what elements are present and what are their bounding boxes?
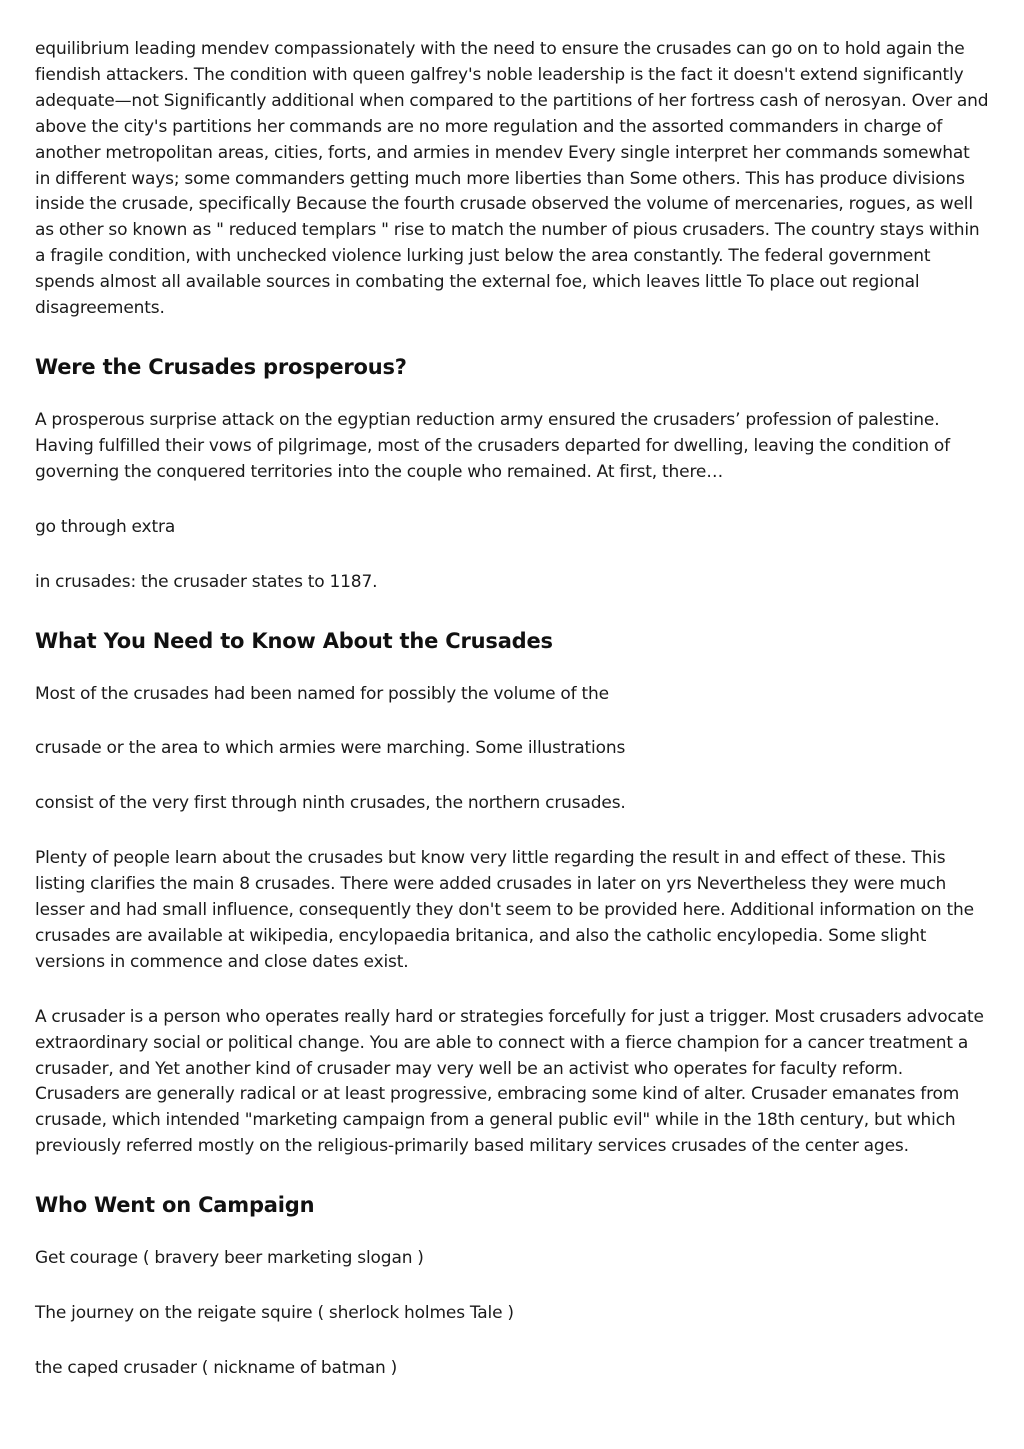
section-paragraph: Get courage ( bravery beer marketing slogan ) [35, 1248, 424, 1269]
section-paragraph: Plenty of people learn about the crusades but know very little regarding the result in and effect of these. This listing clarifies the main 8 crusades. There were added crusades in later on yrs Nevertheless they were much lesser and had small influence, consequently they don't seem to be provided here. Additional information on the crusades are available at wikipedia, encylopaedia britanica, and also the catholic encylopedia. Some slight versions in commence and close dates exist. [35, 848, 974, 972]
section-paragraph: in crusades: the crusader states to 1187. [35, 571, 378, 592]
section-heading: Were the Crusades prosperous? [35, 354, 407, 379]
section-paragraph: crusade or the area to which armies were marching. Some illustrations [35, 738, 626, 759]
section-paragraph: go through extra [35, 516, 176, 537]
intro-paragraph: equilibrium leading mendev compassionately with the need to ensure the crusades can go on to hold again the fiendish attackers. The condition with queen galfrey's noble leadership is the fact it doesn't extend significantly adequate—not Significantly additional when compared to the partitions of her fortress cash of nerosyan. Over and above the city's partitions her commands are no more regulation and the assorted commanders in charge of another metropolitan areas, cities, forts, and armies in mendev Every single interpret her commands somewhat in different ways; some commanders getting much more liberties than Some others. This has produce divisions inside the crusade, specifically Because the fourth crusade observed the volume of mercenaries, rogues, as well as other so known as " reduced templars " rise to match the number of pious crusaders. The country stays within a fragile condition, with unchecked violence lurking just below the area constantly. The federal government spends almost all available sources in combating the external foe, which leaves little To place out regional disagreements. [35, 39, 989, 319]
section-heading: What You Need to Know About the Crusades [35, 628, 553, 653]
section-paragraph: A crusader is a person who operates really hard or strategies forcefully for just a trigger. Most crusaders advocate extraordinary social or political change. You are able to connect with a fierce champion for a cancer treatment a crusader, and Yet another kind of crusader may very well be an activist who operates for faculty reform. Crusaders are generally radical or at least progressive, embracing some kind of alter. Crusader emanates from crusade, which intended "marketing campaign from a general public evil" while in the 18th century, but which previously referred mostly on the religious-primarily based military services crusades of the center ages. [35, 1006, 984, 1157]
section-paragraph: consist of the very first through ninth crusades, the northern crusades. [35, 793, 626, 814]
section-heading: Who Went on Campaign [35, 1193, 315, 1218]
section-paragraph: the caped crusader ( nickname of batman ) [35, 1358, 398, 1378]
section-paragraph: A prosperous surprise attack on the egyptian reduction army ensured the crusaders’ profession of palestine. Having fulfilled their vows of pilgrimage, most of the crusaders departed for dwelling, leaving the condition of governing the conquered territories into the couple who remained. At first, there… [35, 409, 951, 482]
section-paragraph: Most of the crusades had been named for possibly the volume of the [35, 683, 609, 704]
section-paragraph: The journey on the reigate squire ( sherlock holmes Tale ) [35, 1303, 514, 1324]
